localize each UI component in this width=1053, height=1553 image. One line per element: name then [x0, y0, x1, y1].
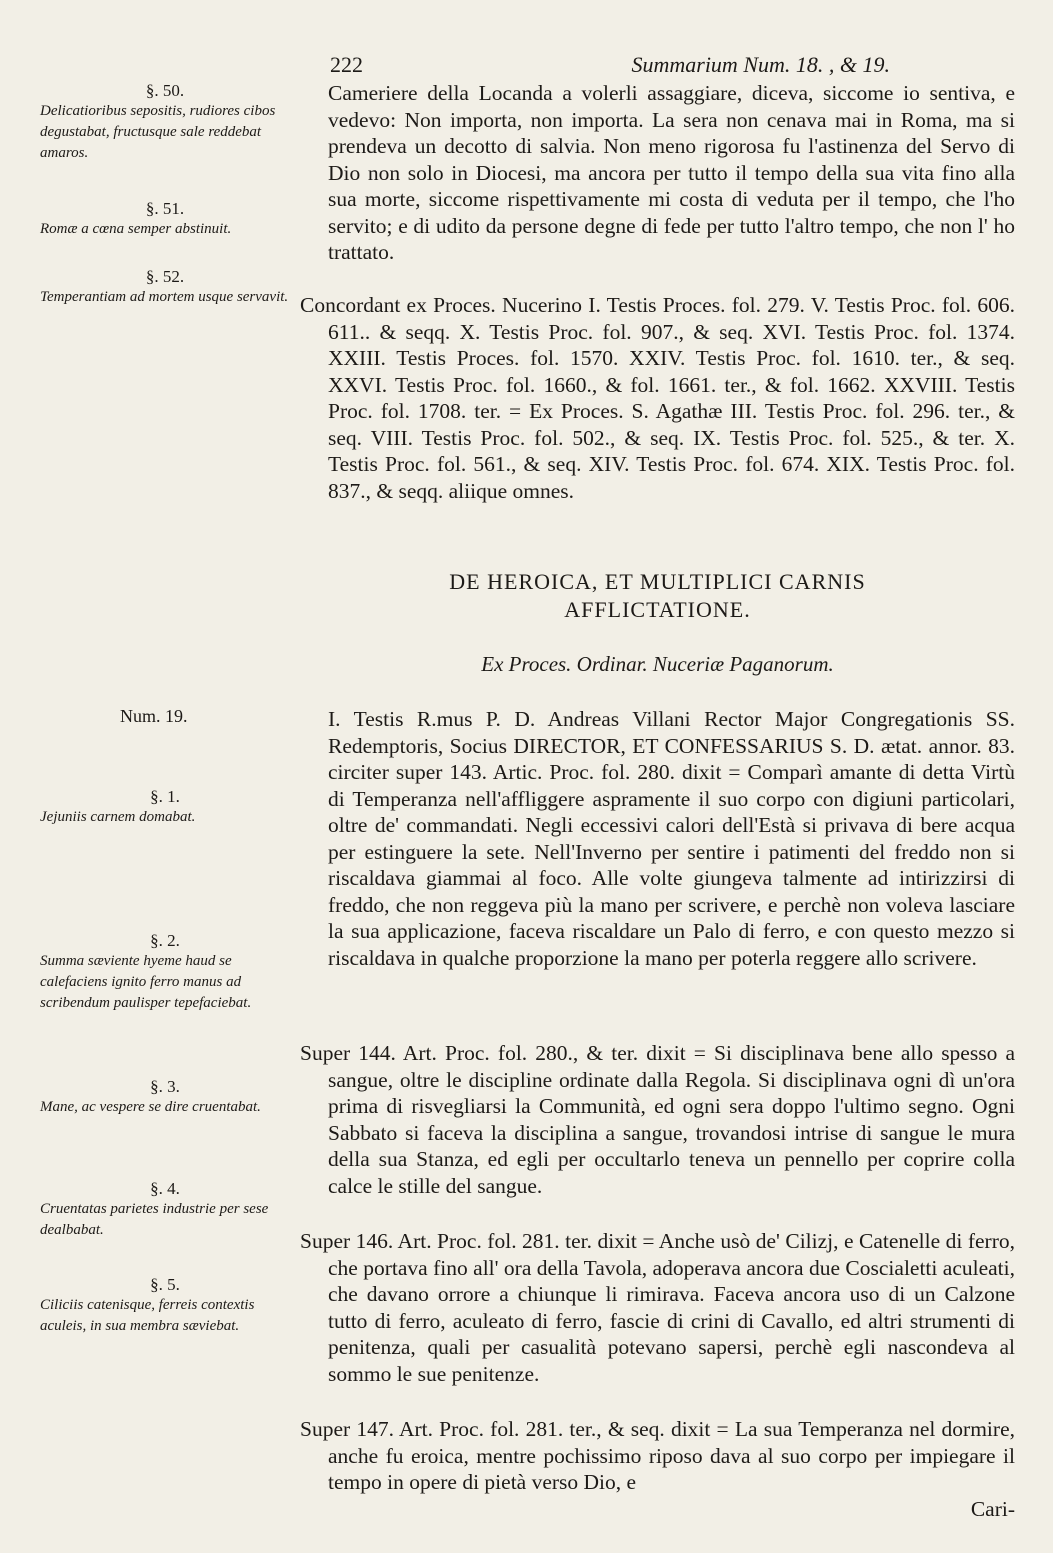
sidebar-note [40, 930, 290, 1014]
note-text: Jejuniis carnem domabat. [40, 809, 196, 825]
paragraph: Super 144. Art. Proc. fol. 280., & ter. dixit = Si disciplinava bene allo spesso a sangue, oltre le discipline ordinate dalla Regola. Si disciplinava ogni dì un'ora prima di risvegliarsi la Communità, ed ogni sera doppo l'ultimo segno. Ogni Sabbato si faceva la disciplina a sangue, trovandosi intrise di sangue le mura della sua Stanza, ed egli per occultarlo teneva un pennello per coprire colla calce le stille del sangue. [300, 1041, 1015, 1198]
note-text: Romæ a cœna semper abstinuit. [40, 221, 232, 237]
heading-line: DE HEROICA, ET MULTIPLICI CARNIS [449, 569, 866, 594]
testimony-block [300, 706, 1015, 971]
source-line: Ex Proces. Ordinar. Nuceriæ Paganorum. [481, 652, 834, 676]
paragraph: Cameriere della Locanda a volerli assaggiare, diceva, siccome io sentiva, e vedevo: Non importa, non importa. La sera non cenava mai in Roma, ma si prendeva un decotto di salvia. Non meno rigorosa fu l'astinenza del Servo di Dio non solo in Diocesi, ma ancora per tutto il tempo della sua vita fino alla sua morte, siccome rispettivamente mi costa di veduta per il tempo, che l'ho servito; e di udito da persone degne di fede per tutto l'altro tempo, che non l' ho trattato. [328, 81, 1015, 264]
note-text: Ciliciis catenisque, ferreis contextis aculeis, in sua membra sæviebat. [40, 1297, 255, 1334]
note-text: Cruentatas parietes industrie per sese dealbabat. [40, 1201, 269, 1238]
number-label: Num. 19. [120, 706, 188, 726]
testimony-block [300, 1416, 1015, 1522]
section-heading [300, 568, 1015, 624]
concordant-block [300, 292, 1015, 504]
paragraph: Concordant ex Proces. Nucerino I. Testis Proces. fol. 279. V. Testis Proc. fol. 606. 611.. & seqq. X. Testis Proc. fol. 907., & seq. XVI. Testis Proc. fol. 1374. XXIII. Testis Proces. fol. 1570. XXIV. Testis Proc. fol. 1610. ter., & seq. XXVI. Testis Proc. fol. 1660., & fol. 1661. ter., & fol. 1662. XXVIII. Testis Proc. fol. 1708. ter. = Ex Proces. S. Agathæ III. Testis Proc. fol. 296. ter., & seq. VIII. Testis Proc. fol. 502., & seq. IX. Testis Proc. fol. 525., & ter. X. Testis Proc. fol. 561., & seq. XIV. Testis Proc. fol. 674. XIX. Testis Proc. fol. 837., & seqq. aliique omnes. [300, 293, 1015, 503]
sidebar-note [40, 1076, 290, 1118]
catchword: Cari- [970, 1496, 1015, 1521]
sidebar-note [40, 198, 290, 240]
note-text: Temperantiam ad mortem usque servavit. [40, 289, 289, 305]
section-number: §. 3. [150, 1077, 180, 1096]
testimony-block [300, 1228, 1015, 1387]
testimony-block [300, 1040, 1015, 1199]
paragraph: Super 147. Art. Proc. fol. 281. ter., & seq. dixit = La sua Temperanza nel dormire, anche fu eroica, mentre pochissimo riposo dava al suo corpo per impiegare il tempo in opere di pietà verso Dio, e [300, 1417, 1015, 1494]
section-number: §. 51. [145, 199, 185, 218]
testimony-block [300, 80, 1015, 266]
note-text: Mane, ac vespere se dire cruentabat. [40, 1099, 261, 1115]
sidebar-note [40, 1274, 290, 1337]
sidebar-note [40, 1178, 290, 1241]
heading-line: AFFLICTATIONE. [564, 597, 751, 622]
section-number: §. 1. [150, 787, 180, 806]
note-text: Delicatioribus sepositis, rudiores cibos degustabat, fructusque sale reddebat amaros. [40, 103, 276, 161]
sidebar-note [40, 80, 290, 164]
section-number: §. 50. [145, 81, 185, 100]
section-number: §. 2. [150, 931, 180, 950]
note-text: Summa sæviente hyeme haud se calefaciens ignito ferro manus ad scribendum paulisper tepefaciebat. [40, 953, 252, 1011]
sidebar-note [40, 786, 290, 828]
section-number: §. 52. [145, 267, 185, 286]
running-header [330, 52, 890, 78]
paragraph: Super 146. Art. Proc. fol. 281. ter. dixit = Anche usò de' Cilizj, e Catenelle di ferro, che portava fino all' ora della Tavola, adoperava ancora due Coscialetti aculeati, che davano orrore a chiunque li rimirava. Faceva ancora uso di un Calzone tutto di ferro, aculeato di ferro, fascie di crini di Cavallo, ed altri strumenti di penitenza, quali per casualità potevano sapersi, perchè egli nascondeva al sommo le sue penitenze. [300, 1229, 1015, 1386]
page-number: 222 [330, 52, 363, 77]
section-number: §. 4. [150, 1179, 180, 1198]
paragraph: I. Testis R.mus P. D. Andreas Villani Rector Major Congregationis SS. Redemptoris, Socius DIRECTOR, ET CONFESSARIUS S. D. ætat. annor. 83. circiter super 143. Artic. Proc. fol. 280. dixit = Comparì amante di detta Virtù di Temperanza nell'affliggere aspramente il suo corpo con digiuni particolari, oltre de' commandati. Negli eccessivi calori dell'Està si privava di bere acqua per estinguere la sete. Nell'Inverno per sentire i patimenti del freddo non si riscaldava giammai al foco. Alle volte giungeva talmente ad intirizzirsi di freddo, che non reggeva più la mano per scrivere, e perchè non voleva lasciare la sua applicazione, faceva riscaldare un Palo di ferro, e con questo mezzo si riscaldava in qualche proporzione la mano per poterla reggere allo scrivere. [328, 707, 1015, 970]
sidebar-note [40, 266, 290, 308]
running-title: Summarium Num. 18. , & 19. [631, 52, 890, 77]
section-number: §. 5. [150, 1275, 180, 1294]
